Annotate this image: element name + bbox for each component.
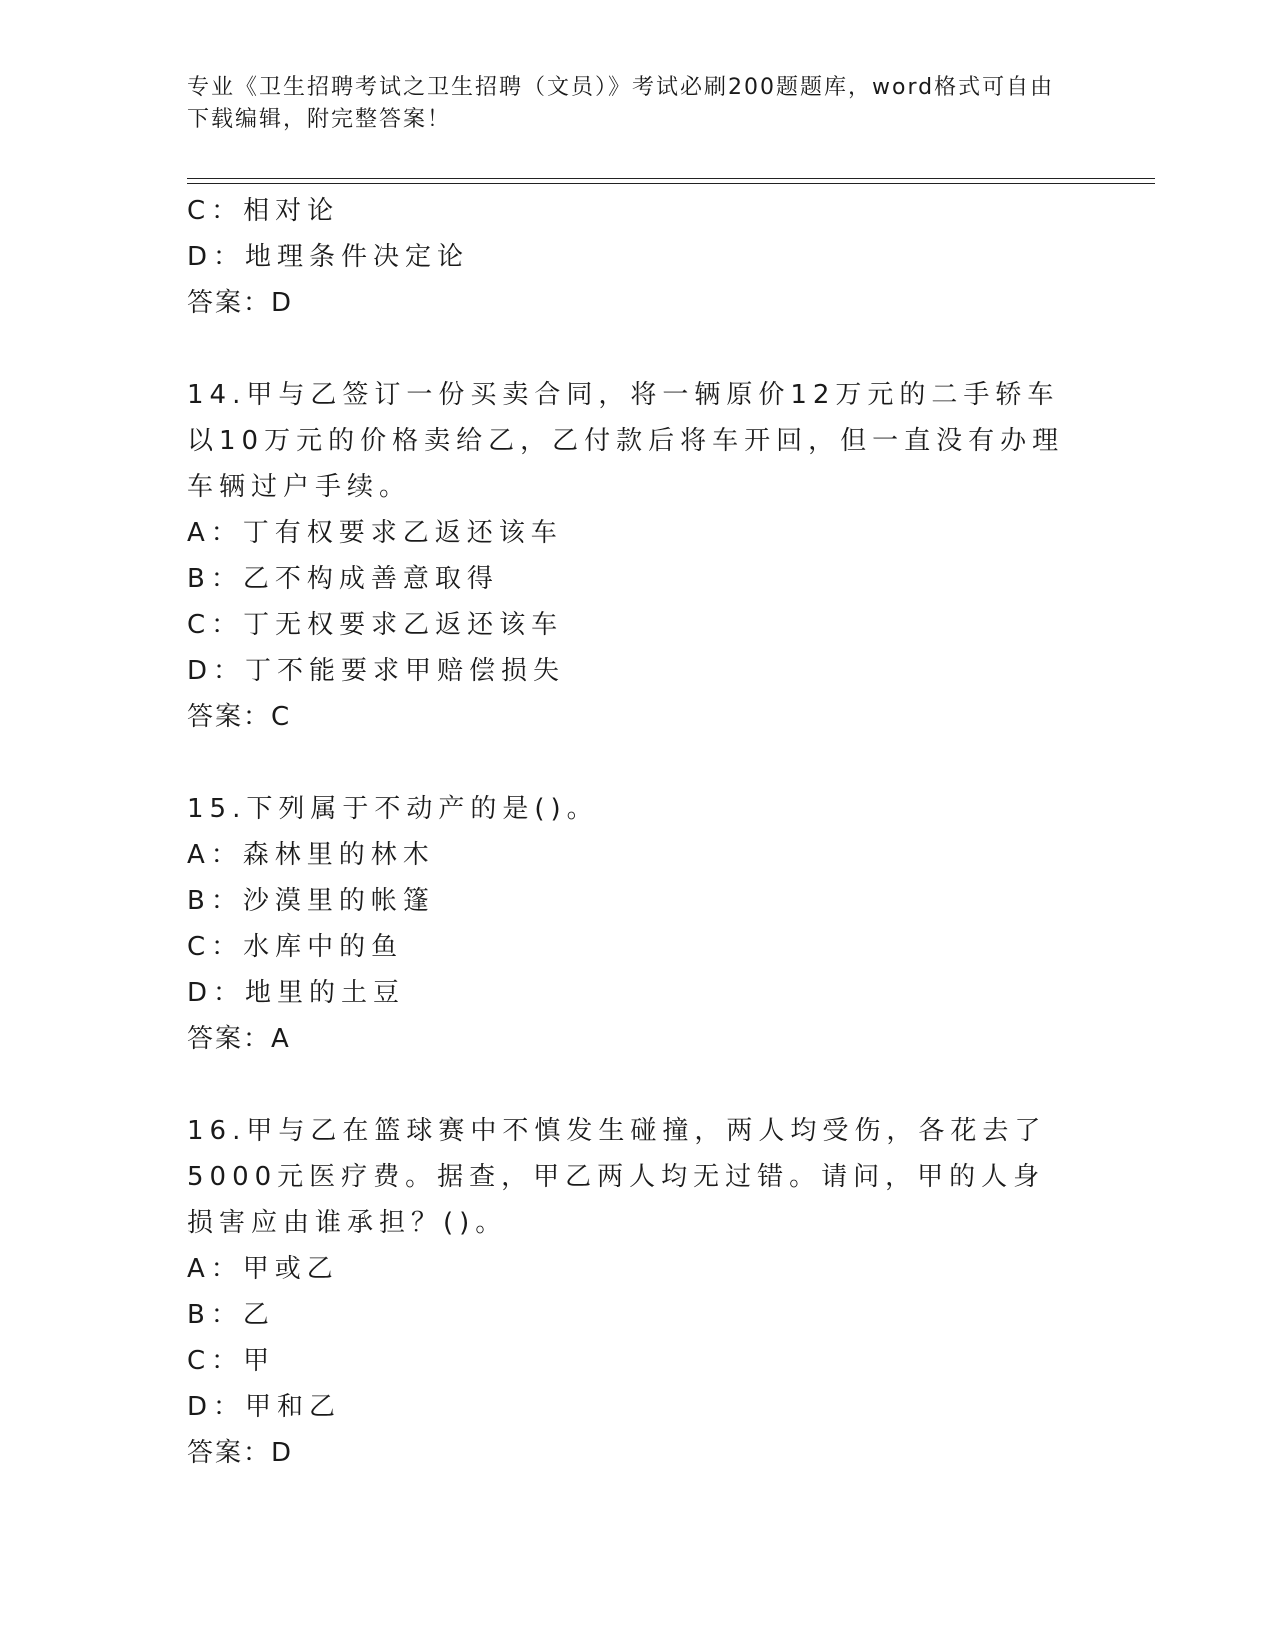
- option-d: D：甲和乙: [187, 1392, 342, 1422]
- option-d: D：地里的土豆: [187, 978, 406, 1008]
- option-b: B：乙不构成善意取得: [187, 564, 499, 594]
- option-d: D：地理条件决定论: [187, 242, 470, 272]
- option-a: A：丁有权要求乙返还该车: [187, 518, 563, 548]
- question-stem: 15.下列属于不动产的是()。: [187, 794, 599, 824]
- spacer: [187, 740, 1067, 786]
- question-stem: 16.甲与乙在篮球赛中不慎发生碰撞，两人均受伤，各花去了5000元医疗费。据查，甲乙两人均无过错。请问，甲的人身损害应由谁承担？()。: [187, 1116, 1047, 1238]
- page-header: 专业《卫生招聘考试之卫生招聘（文员）》考试必刷200题题库，word格式可自由下载编辑，附完整答案！: [187, 75, 1055, 132]
- header-divider: [187, 178, 1155, 184]
- question-16: [187, 1108, 1067, 1476]
- spacer: [187, 1062, 1067, 1108]
- option-a: A：森林里的林木: [187, 840, 435, 870]
- question-14: [187, 372, 1067, 740]
- option-b: B：沙漠里的帐篷: [187, 886, 435, 916]
- answer: 答案：A: [187, 1024, 291, 1054]
- answer: 答案：C: [187, 702, 292, 732]
- question-13-continued: [187, 188, 1067, 326]
- question-stem: 14.甲与乙签订一份买卖合同，将一辆原价12万元的二手轿车以10万元的价格卖给乙，乙付款后将车开回，但一直没有办理车辆过户手续。: [187, 380, 1065, 502]
- question-list: [187, 188, 1067, 1476]
- answer: 答案：D: [187, 1438, 294, 1468]
- answer: 答案：D: [187, 288, 294, 318]
- option-c: C：水库中的鱼: [187, 932, 404, 962]
- option-b: B：乙: [187, 1300, 275, 1330]
- option-d: D：丁不能要求甲赔偿损失: [187, 656, 566, 686]
- option-c: C：相对论: [187, 196, 340, 226]
- option-a: A：甲或乙: [187, 1254, 339, 1284]
- spacer: [187, 326, 1067, 372]
- option-c: C：丁无权要求乙返还该车: [187, 610, 564, 640]
- option-c: C：甲: [187, 1346, 276, 1376]
- question-15: [187, 786, 1067, 1062]
